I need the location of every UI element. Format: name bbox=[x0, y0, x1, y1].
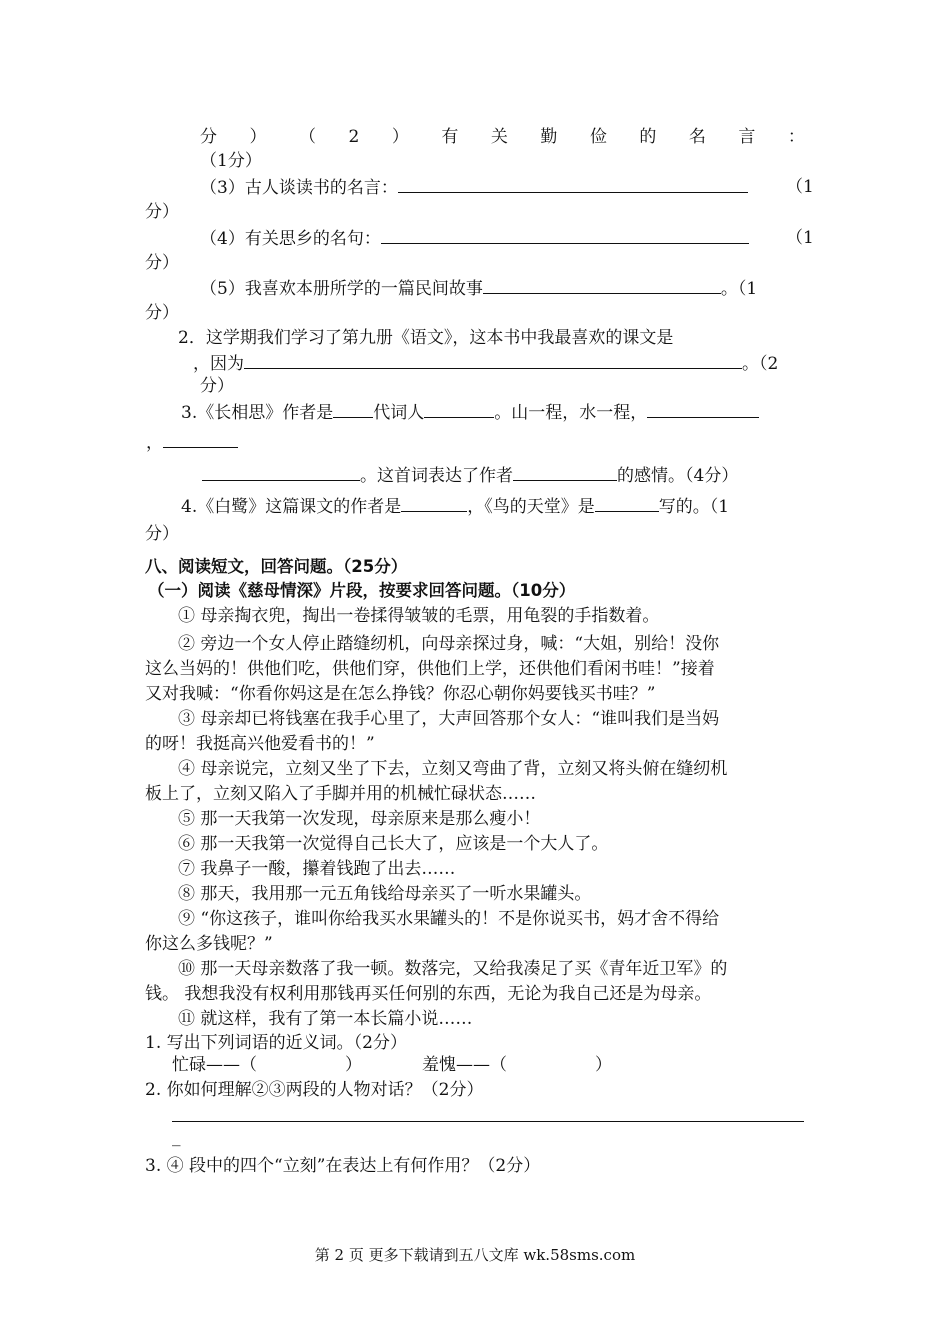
q1-item4-score: （1 bbox=[786, 228, 814, 248]
answer-blank[interactable] bbox=[381, 227, 749, 244]
passage-para-6: ⑥ 那一天我第一次觉得自己长大了，应该是一个大人了。 bbox=[178, 834, 609, 854]
answer-blank[interactable] bbox=[398, 176, 748, 193]
q1-item5: （5）我喜欢本册所学的一篇民间故事 。（1 bbox=[200, 279, 758, 299]
q2-line1: 2．这学期我们学习了第九册《语文》，这本书中我最喜欢的课文是 bbox=[178, 328, 674, 348]
answer-blank[interactable] bbox=[513, 464, 617, 481]
spread-char: 名 bbox=[688, 127, 706, 147]
answer-blank[interactable] bbox=[244, 352, 742, 369]
q1-item3: （3）古人谈读书的名言： bbox=[200, 176, 748, 199]
spread-char: 2 bbox=[348, 127, 360, 147]
spread-char: （ bbox=[299, 127, 316, 147]
spread-char: 言 bbox=[738, 127, 756, 147]
passage-para-5: ⑤ 那一天我第一次发现，母亲原来是那么瘦小！ bbox=[178, 809, 541, 829]
answer-blank[interactable] bbox=[647, 401, 759, 418]
passage-para-4-cont: 板上了，立刻又陷入了手脚并用的机械忙碌状态…… bbox=[145, 784, 536, 804]
q3-line1: 3.《长相思》作者是 代词人 。山一程，水一程， bbox=[181, 401, 759, 424]
q3-line2: ， bbox=[146, 431, 238, 454]
passage-para-9: ⑨ “你这孩子，谁叫你给我买水果罐头的！不是你说买书，妈才舍不得给 bbox=[178, 909, 720, 929]
passage-para-10: ⑩ 那一天母亲数落了我一顿。数落完，又给我凑足了买《青年近卫军》的 bbox=[178, 959, 728, 979]
answer-blank[interactable] bbox=[424, 401, 494, 418]
answer-blank[interactable] bbox=[163, 431, 238, 448]
passage-para-8: ⑧ 那天，我用那一元五角钱给母亲买了一听水果罐头。 bbox=[178, 884, 592, 904]
q1-item2-score: （1分） bbox=[200, 151, 262, 171]
passage-para-2-cont: 又对我喊：“你看你妈这是在怎么挣钱？你忍心朝你妈要钱买书哇？” bbox=[145, 684, 656, 704]
answer-line[interactable] bbox=[172, 1121, 804, 1122]
q1-item3-tail: 分） bbox=[145, 202, 179, 222]
passage-para-10-cont: 钱。 我想我没有权利用那钱再买任何别的东西，无论为我自己还是为母亲。 bbox=[145, 984, 712, 1004]
answer-blank[interactable] bbox=[202, 464, 360, 481]
spread-char: 有 bbox=[441, 127, 459, 147]
q1-item2-line bbox=[200, 126, 805, 148]
spread-char: 勤 bbox=[540, 127, 558, 147]
answer-blank[interactable] bbox=[483, 277, 721, 294]
question-2: 2. 你如何理解②③两段的人物对话？（2分） bbox=[145, 1080, 484, 1100]
q2-line3: 分） bbox=[200, 376, 234, 396]
passage-para-4: ④ 母亲说完，立刻又坐了下去，立刻又弯曲了背，立刻又将头俯在缝纫机 bbox=[178, 759, 728, 779]
passage-para-3: ③ 母亲却已将钱塞在我手心里了，大声回答那个女人：“谁叫我们是当妈 bbox=[178, 709, 720, 729]
spread-char: 关 bbox=[490, 127, 508, 147]
passage-para-3-cont: 的呀！我挺高兴他爱看书的！” bbox=[145, 734, 375, 754]
question-1-answers: 忙碌——（ ） 羞愧——（ ） bbox=[172, 1055, 612, 1075]
spread-char: ） bbox=[249, 127, 267, 147]
answer-blank[interactable] bbox=[401, 495, 467, 512]
spread-char: 分 bbox=[200, 127, 217, 147]
passage-para-2: ② 旁边一个女人停止踏缝纫机，向母亲探过身，喊：“大姐，别给！没你 bbox=[178, 634, 720, 654]
q1-item4-tail: 分） bbox=[145, 253, 179, 273]
spread-char: ： bbox=[787, 127, 805, 147]
spread-char: ） bbox=[391, 127, 409, 147]
q4-tail: 分） bbox=[145, 524, 179, 544]
answer-line-tail: _ bbox=[172, 1127, 181, 1147]
passage-para-9-cont: 你这么多钱呢？” bbox=[145, 934, 273, 954]
q1-item3-score: （1 bbox=[786, 177, 814, 197]
q1-item4: （4）有关思乡的名句： bbox=[200, 227, 749, 250]
section-title: 八、阅读短文，回答问题。（25分） bbox=[145, 557, 408, 576]
question-1: 1. 写出下列词语的近义词。（2分） bbox=[145, 1033, 407, 1053]
passage-para-11: ⑪ 就这样，我有了第一本长篇小说…… bbox=[178, 1009, 473, 1029]
question-3: 3. ④ 段中的四个“立刻”在表达上有何作用？（2分） bbox=[145, 1156, 541, 1176]
spread-char: 的 bbox=[639, 127, 657, 147]
answer-blank[interactable] bbox=[595, 495, 659, 512]
answer-blank[interactable] bbox=[333, 401, 373, 418]
q1-item5-tail: 分） bbox=[145, 303, 179, 323]
q4-line1: 4.《白鹭》这篇课文的作者是 ，《鸟的天堂》是 写的。（1 bbox=[181, 497, 730, 517]
passage-para-1: ① 母亲掏衣兜，掏出一卷揉得皱皱的毛票，用龟裂的手指数着。 bbox=[178, 606, 660, 626]
spread-char: 俭 bbox=[589, 127, 607, 147]
passage-para-2-cont: 这么当妈的！供他们吃，供他们穿，供他们上学，还供他们看闲书哇！”接着 bbox=[145, 659, 715, 679]
page-footer: 第 2 页 更多下载请到五八文库 wk.58sms.com bbox=[314, 1246, 636, 1264]
q3-line3: 。这首词表达了作者 的感情。（4分） bbox=[202, 464, 738, 487]
q2-line2: ，因为 。（2 bbox=[193, 354, 779, 374]
subsection-title: （一）阅读《慈母情深》片段，按要求回答问题。（10分） bbox=[148, 581, 576, 600]
passage-para-7: ⑦ 我鼻子一酸，攥着钱跑了出去…… bbox=[178, 859, 456, 879]
